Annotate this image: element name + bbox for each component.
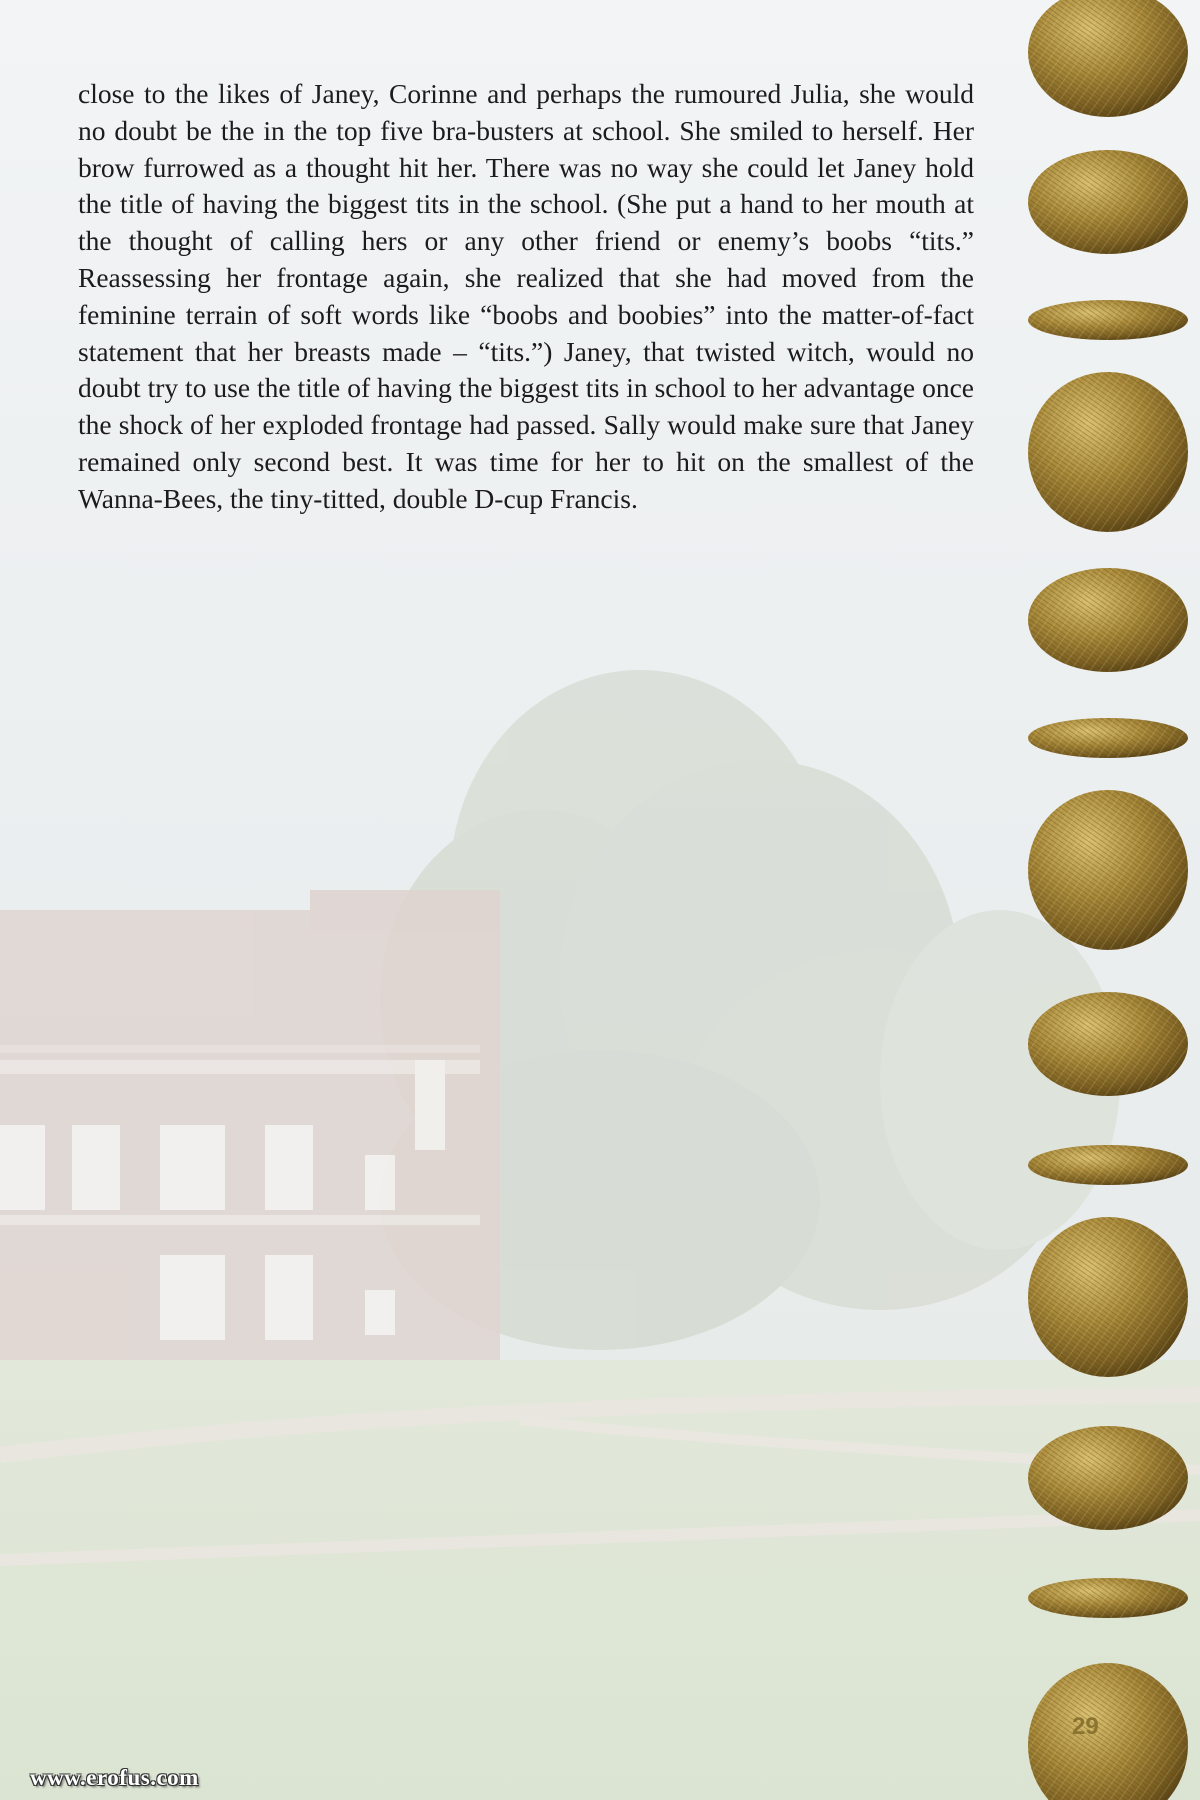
ring-7 bbox=[1028, 790, 1188, 950]
ring-9 bbox=[1028, 1145, 1188, 1185]
ring-12 bbox=[1028, 1578, 1188, 1618]
ring-13 bbox=[1028, 1663, 1188, 1800]
body-paragraph: close to the likes of Janey, Corinne and perhaps the rumoured Julia, she would no doubt be the in the top five bra-busters at school. She smiled to herself. Her brow furrowed as a thought hit her. There was no way she could let Janey hold the title of having the biggest tits in the school. (She put a hand to her mouth at the thought of calling hers or any other friend or enemy’s boobs “tits.” Reassessing her frontage again, she realized that she had moved from the feminine terrain of soft words like “boobs and boobies” into the matter-of-fact statement that her breasts made – “tits.”) Janey, that twisted witch, would no doubt try to use the title of having the biggest tits in school to her advantage once the shock of her exploded frontage had passed. Sally would make sure that Janey remained only second best. It was time for her to hit on the smallest of the Wanna-Bees, the tiny-titted, double D-cup Francis. bbox=[78, 78, 974, 514]
ring-1 bbox=[1028, 0, 1188, 117]
brick-building bbox=[0, 890, 500, 1370]
watermark-text: www.erofus.com bbox=[30, 1765, 199, 1790]
ring-8 bbox=[1028, 992, 1188, 1096]
ring-11 bbox=[1028, 1426, 1188, 1530]
ring-10 bbox=[1028, 1217, 1188, 1377]
ring-2 bbox=[1028, 150, 1188, 254]
page-number: 29 bbox=[1072, 1713, 1099, 1740]
ring-4 bbox=[1028, 372, 1188, 532]
ring-6 bbox=[1028, 718, 1188, 758]
binder-rings bbox=[1020, 0, 1200, 1800]
ring-3 bbox=[1028, 300, 1188, 340]
ring-5 bbox=[1028, 568, 1188, 672]
